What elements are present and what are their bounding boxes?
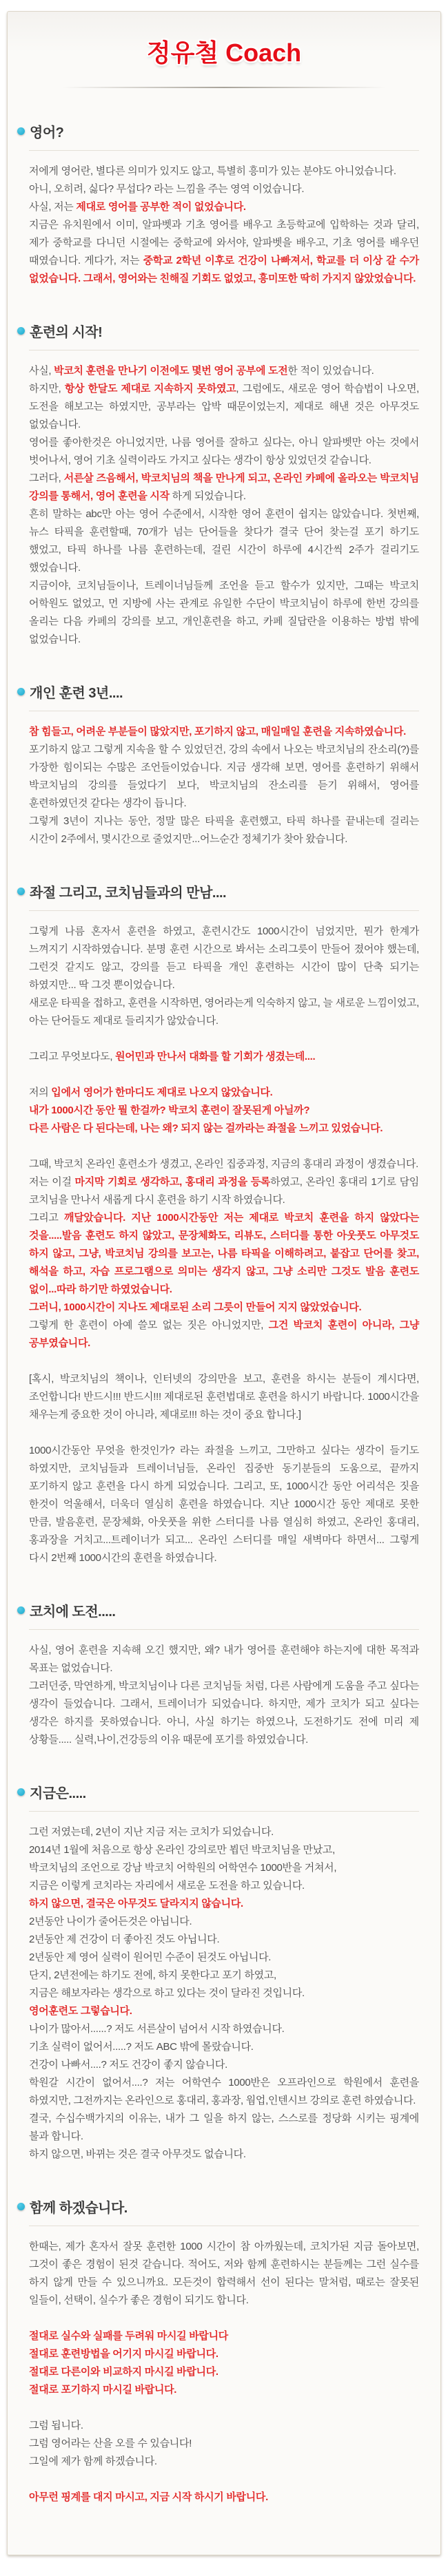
- paragraph: [29, 1317, 419, 1352]
- emphasis-text: 하지 않으면, 결국은 아무것도 달라지지 않습니다.: [29, 1898, 243, 1909]
- section-heading-label: 지금은.....: [30, 1786, 86, 1801]
- emphasis-text: 절대로 다른이와 비교하지 마시길 바랍니다.: [29, 2366, 218, 2378]
- paragraph: [29, 198, 419, 216]
- emphasis-text: 영어훈련도 그렇습니다.: [29, 2005, 132, 2017]
- emphasis-text: 절대로 실수와 실패를 두려워 마시길 바랍니다: [29, 2330, 228, 2342]
- paragraph: [29, 2417, 419, 2435]
- section-3: [29, 682, 419, 848]
- emphasis-text: 마지막 기회로 생각하고, 홍대리 과정을 등록: [74, 1176, 271, 1188]
- bullet-dot-icon: [17, 888, 25, 895]
- bullet-dot-icon: [17, 327, 25, 335]
- paragraph: [29, 2453, 419, 2471]
- paragraph: [29, 1120, 419, 1138]
- paragraph-spacer: [29, 1030, 419, 1048]
- paragraph: [29, 1985, 419, 2002]
- body-text: 그일에 제가 함께 하겠습니다.: [29, 2455, 157, 2467]
- section-7: [29, 2197, 419, 2506]
- paragraph: [29, 216, 419, 288]
- body-text: 새로운 타픽을 접하고, 훈련을 시작하면, 영어라는게 익숙하지 않고, 늘 새로운 느낌이었고, 아는 단어들도 제대로 들리지가 않았습니다.: [29, 997, 419, 1027]
- paragraph: [29, 2074, 419, 2110]
- page: [0, 11, 448, 2555]
- body-text: 사실,: [29, 365, 54, 377]
- paragraph: [29, 741, 419, 813]
- body-text: 건강이 나빠서....? 저도 건강이 좋지 않습니다.: [29, 2059, 227, 2071]
- section-body: [29, 723, 419, 848]
- body-text: [혹시, 박코치님의 책이나, 인터넷의 강의만을 보고, 훈련을 하시는 분들이 계시다면, 조언합니다! 반드시!!! 반드시!!! 제대로된 훈련법대로 훈련을 하시기 바랍니다. 1000시간을 채우는게 중요한 것이 아니라, 제대로!!! 하는 것이 중요 합니다.]: [29, 1373, 419, 1421]
- section-divider: [29, 150, 419, 151]
- paragraph: [29, 362, 419, 380]
- body-text: 그럼 영어라는 산을 오를 수 있습니다!: [29, 2438, 192, 2449]
- emphasis-text: 항상 한달도 제대로 지속하지 못하였고: [64, 383, 236, 395]
- section-body: [29, 1642, 419, 1749]
- body-text: 사실, 영어 훈련을 지속해 오긴 했지만, 왜? 내가 영어를 훈련해야 하는지에 대한 목적과 목표는 없었습니다.: [29, 1644, 419, 1674]
- bullet-dot-icon: [17, 2203, 25, 2210]
- section-heading-label: 좌절 그리고, 코치님들과의 만남....: [30, 886, 227, 901]
- section-heading: [17, 2197, 419, 2217]
- paragraph: [29, 1102, 419, 1120]
- body-text: 2년동안 제 영어 실력이 원어민 수준이 된것도 아닙니다.: [29, 1951, 272, 1963]
- paragraph: [29, 2345, 419, 2363]
- paragraph: [29, 1299, 419, 1317]
- section-body: [29, 163, 419, 288]
- body-text: 저는 이걸: [29, 1176, 75, 1188]
- section-heading: [17, 682, 419, 702]
- paragraph: [29, 505, 419, 577]
- paragraph: [29, 2002, 419, 2020]
- paragraph-spacer: [29, 2471, 419, 2489]
- body-text: 그럼 됩니다.: [29, 2420, 83, 2431]
- section-divider: [29, 1629, 419, 1630]
- paragraph: [29, 2327, 419, 2345]
- bullet-dot-icon: [17, 688, 25, 695]
- body-text: 저의: [29, 1087, 52, 1098]
- bullet-dot-icon: [17, 1788, 25, 1796]
- section-heading: [17, 121, 419, 141]
- paragraph-spacer: [29, 1066, 419, 1084]
- emphasis-text: 깨달았습니다. 지난 1000시간동안 저는 제대로 박코치 훈련을 하지 않았다는 것을.....발음 훈련도 하지 않았고, 문장체화도, 리뷰도, 스터디를 통한 아웃풋도 아무것도 하지 않고, 그냥, 박코치님 강의를 보고는, 나름 타픽을 이해하려고, 붙잡고 단어를 찾고, 해석을 하고, 자습 프로그램으로 의미는 생각지 않고, 그냥 소리만 그것도 발음 훈련도 없이...따라 하기만 하였었습니다.: [29, 1212, 419, 1295]
- emphasis-text: 그건 박코치 훈련이 아니라, 그냥 공부였습니다.: [29, 1319, 419, 1349]
- paragraph: [29, 2489, 419, 2506]
- paragraph: [29, 577, 419, 649]
- paragraph: [29, 2238, 419, 2310]
- body-text: 영어를 좋아한것은 아니었지만, 나름 영어를 잘하고 싶다는, 아니 알파벳만 아는 것에서 벗어나서, 영어 기초 실력이라도 가지고 싶다는 생각이 항상 있었던것 같습니다.: [29, 437, 419, 466]
- body-text: 기초 실력이 없어서.....? 저도 ABC 밖에 몰랐습니다.: [29, 2041, 254, 2053]
- paragraph: [29, 1913, 419, 1931]
- body-text: 결국, 수십수백가지의 이유는, 내가 그 일을 하지 않는, 스스로를 정당화 시키는 핑계에 불과 합니다.: [29, 2113, 419, 2142]
- body-text: 그러다,: [29, 472, 64, 484]
- body-text: 지금은 유치원에서 이미, 알파벳과 기초 영어를 배우고 초등학교에 입학하는 것과 달리, 제가 중학교를 다니던 시절에는 중학교에 와서야, 알파벳을 배우고, 기초 영어를 배우던 때였습니다. 게다가, 저는: [29, 219, 419, 266]
- paragraph: [29, 1823, 419, 1841]
- paragraph: [29, 2038, 419, 2056]
- paragraph: [29, 1877, 419, 1895]
- paragraph: [29, 1442, 419, 1567]
- body-text: 지금이야, 코치님들이나, 트레이너님들께 조언을 듣고 할수가 있지만, 그때는 박코치 어학원도 없었고, 먼 지방에 사는 관계로 유일한 수단이 박코치님이 하루에 한번 강의를 올리는 다음 카페의 강의를 보고, 개인훈련을 하고, 카페 질답란을 이용하는 방법 밖에 없었습니다.: [29, 580, 419, 645]
- section-body: [29, 362, 419, 649]
- body-text: 그리고: [29, 1212, 64, 1224]
- body-text: 하지만,: [29, 383, 65, 395]
- body-text: 그리고 무엇보다도,: [29, 1051, 116, 1062]
- section-heading-label: 코치에 도전.....: [30, 1604, 116, 1620]
- section-divider: [29, 1811, 419, 1812]
- body-text: 박코치님의 조언으로 강남 박코치 어학원의 어학연수 1000반을 거쳐서,: [29, 1862, 337, 1874]
- paragraph: [29, 1967, 419, 1985]
- paragraph: [29, 923, 419, 994]
- body-text: 포기하지 않고 그렇게 지속을 할 수 있었던건, 강의 속에서 나오는 박코치님의 잔소리(?)를 가장한 힘이되는 수많은 조언들이었습니다. 지금 생각해 보면, 영어를 훈련하기 위해서 박코치님의 강의를 들었다기 보다, 박코치님의 잔소리를 듣기 위해서, 영어를 훈련하였던것 같다는 생각이 듭니다.: [29, 744, 419, 809]
- body-text: 아니, 오히려, 싫다? 무섭다? 라는 느낌을 주는 영역 이었습니다.: [29, 183, 305, 195]
- paragraph: [29, 1370, 419, 1424]
- section-heading: [17, 1600, 419, 1620]
- body-text: 하지 않으면, 바뀌는 것은 결국 아무것도 없습니다.: [29, 2148, 246, 2160]
- emphasis-text: 내가 1000시간 동안 뭘 한걸까? 박코치 훈련이 잘못된게 아닐까?: [29, 1104, 310, 1116]
- emphasis-text: 서른살 즈음해서, 박코치님의 책을 만나게 되고, 온라인 카페에 올라오는 박코치님 강의를 통해서, 영어 훈련을 시작: [29, 472, 419, 502]
- paragraph: [29, 1949, 419, 1967]
- emphasis-text: 절대로 포기하지 마시길 바랍니다.: [29, 2384, 177, 2396]
- section-body: [29, 2238, 419, 2506]
- body-text: 지금은 해보자라는 생각으로 하고 있다는 것이 달라진 것입니다.: [29, 1987, 305, 1999]
- emphasis-text: 제대로 영어를 공부한 적이 없었습니다.: [76, 201, 246, 213]
- paragraph: [29, 470, 419, 505]
- bullet-dot-icon: [17, 127, 25, 135]
- section-body: [29, 1823, 419, 2164]
- section-heading-label: 영어?: [30, 125, 64, 140]
- page-title: 정유철 Coach: [146, 39, 302, 67]
- paragraph-spacer: [29, 1424, 419, 1442]
- paragraph: [29, 2056, 419, 2074]
- body-text: 저에게 영어란, 별다른 의미가 있지도 않고, 특별히 흥미가 있는 분야도 아니었습니다.: [29, 165, 396, 177]
- body-text: 그런 저였는데, 2년이 지난 지금 저는 코치가 되었습니다.: [29, 1826, 274, 1838]
- emphasis-text: 다른 사람은 다 된다는데, 나는 왜? 되지 않는 걸까라는 좌절을 느끼고 있었습니다.: [29, 1122, 383, 1134]
- section-2: [29, 321, 419, 649]
- body-text: 1000시간동안 무엇을 한것인가? 라는 좌절을 느끼고, 그만하고 싶다는 생각이 들기도 하였지만, 코치님들과 트레이너님들, 온라인 집중반 동기분들의 도움으로, 끝까지 포기하지 않고 훈련을 다시 하게 되었습니다. 그리고, 또, 1000시간 동안 어리석은 짓을 한것이 억울해서, 더욱더 열심히 훈련을 하였습니다. 지난 1000시간 동안 제대로 못한 만큼, 발음훈련, 문장체화, 아웃풋을 위한 스터디를 나름 열심히 하였고, 온라인 홍대리, 홍과장을 거치고...트레이너가 되고... 온라인 스터디를 매일 새벽마다 하면서... 그렇게 다시 2번째 1000시간의 훈련을 하였습니다.: [29, 1445, 419, 1564]
- body-text: 사실, 저는: [29, 201, 77, 213]
- paragraph: [29, 1209, 419, 1299]
- paragraph-spacer: [29, 2310, 419, 2327]
- paragraph: [29, 813, 419, 848]
- body-text: 2014년 1월에 처음으로 항상 온라인 강의로만 뵙던 박코치님을 만났고,: [29, 1844, 335, 1856]
- paragraph: [29, 994, 419, 1030]
- emphasis-text: 입에서 영어가 한마디도 제대로 나오지 않았습니다.: [51, 1087, 273, 1098]
- section-heading: [17, 881, 419, 901]
- body-text: 한 적이 있었습니다.: [287, 365, 374, 377]
- section-heading: [17, 321, 419, 341]
- emphasis-text: 절대로 훈련방법을 어기지 마시길 바랍니다.: [29, 2348, 218, 2360]
- section-5: [29, 1600, 419, 1749]
- body-text: 그러던중, 막연하게, 박코치님이나 다른 코치님들 처럼, 다른 사람에게 도움을 주고 싶다는 생각이 들었습니다. 그래서, 트레이너가 되었습니다. 하지만, 제가 코치가 되고 싶다는 생각은 하지를 못하였습니다. 아니, 사실 하기는 하였으나, 도전하기도 전에 미리 제 상황들..... 실력,나이,건강등의 이유 때문에 포기를 하였었습니다.: [29, 1680, 419, 1746]
- section-heading-label: 훈련의 시작!: [30, 325, 103, 340]
- paragraph: [29, 2110, 419, 2146]
- body-text: 하였고, 온라인 홍대리 1기로 담임 코치님을 만나서 새롭게 다시 훈련을 하기 시작 하였습니다.: [29, 1176, 419, 1206]
- paragraph: [29, 1642, 419, 1677]
- body-text: 그렇게 나름 혼자서 훈련을 하였고, 훈련시간도 1000시간이 넘었지만, 뭔가 한계가 느껴지기 시작하였습니다. 분명 훈련 시간으로 봐서는 소리그릇이 만들어 졌어야 했는데, 그런것 같지도 않고, 강의를 듣고 타픽을 개인 훈련하는 시간이 많이 단축 되기는 하였지만... 딱 그것 뿐이었습니다.: [29, 925, 419, 991]
- paragraph: [29, 1155, 419, 1173]
- emphasis-text: 박코치 훈련을 만나기 이전에도 몇번 영어 공부에 도전: [54, 365, 288, 377]
- paragraph: [29, 434, 419, 470]
- emphasis-text: 그러니, 1000시간이 지나도 제대로된 소리 그릇이 만들어 지지 않았었습니다.: [29, 1301, 362, 1313]
- section-4: [29, 881, 419, 1567]
- body-text: 그렇게 3년이 지나는 동안, 정말 많은 타픽을 훈련했고, 타픽 하나를 끝내는데 걸리는 시간이 2주에서, 몇시간으로 줄었지만...어느순간 정체기가 찾아 왔습니다.: [29, 815, 419, 845]
- body-text: 하게 되었습니다.: [169, 490, 246, 502]
- paragraph: [29, 380, 419, 434]
- paragraph-spacer: [29, 1138, 419, 1155]
- paragraph: [29, 2146, 419, 2164]
- body-text: 학원갈 시간이 없어서....? 저는 어학연수 1000반은 오프라인으로 학원에서 훈련을 하였지만, 그전까지는 온라인으로 홍대리, 홍과장, 웜업,인텐시브 강의로 훈련 하였습니다.: [29, 2077, 419, 2106]
- body-text: 지금은 이렇게 코치라는 자리에서 새로운 도전을 하고 있습니다.: [29, 1880, 305, 1892]
- body-text: 나이가 많아서......? 저도 서른살이 넘어서 시작 하였습니다.: [29, 2023, 285, 2035]
- body-text: 그때, 박코치 온라인 훈련소가 생겼고, 온라인 집중과정, 지금의 홍대리 과정이 생겼습니다.: [29, 1158, 418, 1170]
- paragraph: [29, 180, 419, 198]
- emphasis-text: 참 힘들고, 어려운 부분들이 많았지만, 포기하지 않고, 매일매일 훈련을 지속하였습니다.: [29, 726, 406, 737]
- paragraph: [29, 1084, 419, 1102]
- emphasis-text: 아무런 핑계를 대지 마시고, 지금 시작 하시기 바랍니다.: [29, 2491, 268, 2503]
- paragraph: [29, 1895, 419, 1913]
- body-text: 한때는, 제가 혼자서 잘못 훈련한 1000 시간이 참 아까웠는데, 코치가된 지금 돌아보면, 그것이 좋은 경험이 된것 같습니다. 적어도, 저와 함께 훈련하시는 분들께는 그런 실수를 하지 않게 만들 수 있으니까요. 모든것이 합력해서 선이 된다는 말처럼, 때로는 잘못된 일들이, 선택이, 실수가 좋은 경험이 되기도 합니다.: [29, 2241, 419, 2306]
- section-divider: [29, 910, 419, 911]
- paragraph: [29, 1841, 419, 1859]
- body-text: 단지, 2년전에는 하기도 전에, 하지 못한다고 포기 하였고,: [29, 1969, 276, 1981]
- section-heading-label: 함께 하겠습니다.: [30, 2201, 128, 2216]
- body-text: 흔히 말하는 abc만 아는 영어 수준에서, 시작한 영어 훈련이 쉽지는 않았습니다. 첫번째, 뉴스 타픽을 훈련할때, 70개가 넘는 단어들을 찾다가 결국 단어 찾는걸 포기 하기도 했었고, 타픽 하나를 나름 훈련하는데, 걸린 시간이 하루에 4시간씩 2주가 걸리기도 했었습니다.: [29, 508, 419, 574]
- section-6: [29, 1782, 419, 2164]
- section-heading: [17, 1782, 419, 1802]
- paragraph: [29, 2435, 419, 2453]
- paragraph: [29, 2381, 419, 2399]
- paragraph: [29, 163, 419, 180]
- body-text: 2년동안 나이가 줄어든것은 아닙니다.: [29, 1916, 192, 1927]
- section-body: [29, 923, 419, 1567]
- paragraph: [29, 1859, 419, 1877]
- paragraph-spacer: [29, 2399, 419, 2417]
- body-text: 2년동안 제 건강이 더 좋아진 것도 아닙니다.: [29, 1934, 220, 1945]
- body-text: 그렇게 한 훈련이 아예 쓸모 없는 짓은 아니었지만,: [29, 1319, 269, 1331]
- section-1: [29, 121, 419, 288]
- paragraph: [29, 1677, 419, 1749]
- section-heading-label: 개인 훈련 3년....: [30, 686, 123, 701]
- paragraph: [29, 723, 419, 741]
- coach-profile-card: [7, 11, 441, 2555]
- bullet-dot-icon: [17, 1606, 25, 1614]
- paragraph: [29, 1931, 419, 1949]
- emphasis-text: 원어민과 만나서 대화를 할 기회가 생겼는데....: [115, 1051, 316, 1062]
- body-text: , 그럼에도, 새로운 영어 학습법이 나오면, 도전을 해보고는 하였지만, 공부라는 압박 때문이었는지, 제대로 해낸 것은 아무것도 없었습니다.: [29, 383, 419, 430]
- sections-container: [29, 121, 419, 2506]
- paragraph: [29, 2020, 419, 2038]
- emphasis-text: 중학교 2학년 이후로 건강이 나빠져서, 학교를 더 이상 갈 수가 없었습니다. 그래서, 영어와는 친해질 기회도 없었고, 흥미또한 딱히 가지지 않았었습니다.: [29, 255, 419, 284]
- paragraph: [29, 1048, 419, 1066]
- paragraph: [29, 1173, 419, 1209]
- paragraph-spacer: [29, 1352, 419, 1370]
- paragraph: [29, 2363, 419, 2381]
- header-divider: [62, 87, 386, 88]
